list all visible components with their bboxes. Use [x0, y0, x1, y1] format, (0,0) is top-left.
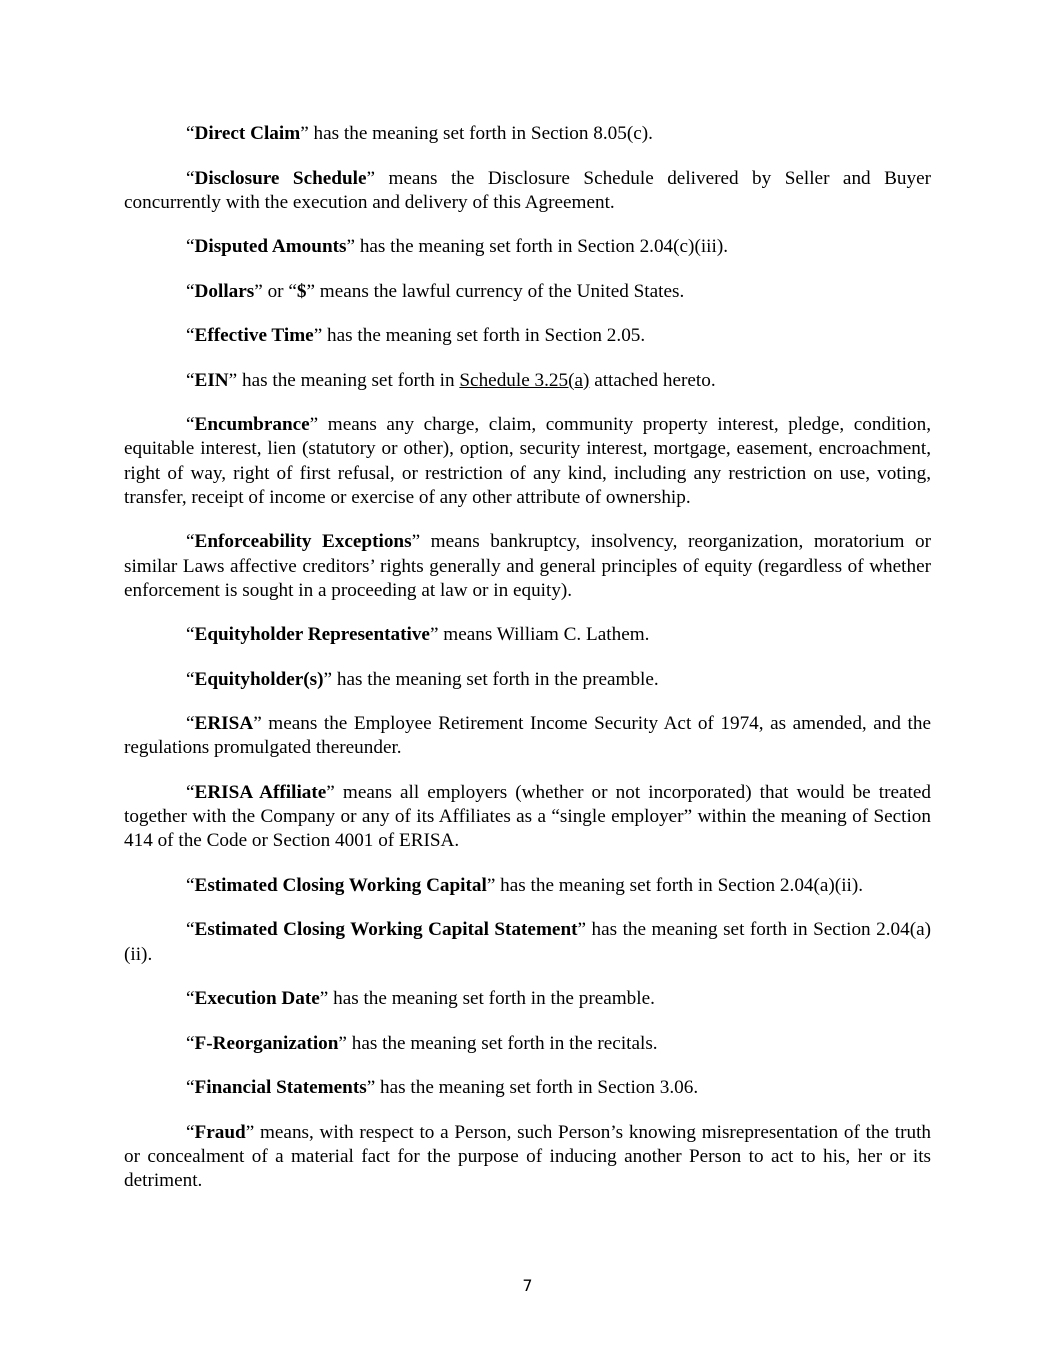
defined-term: Disputed Amounts	[194, 236, 347, 258]
definition-erisa-affiliate: “ERISA Affiliate” means all employers (whether or not incorporated) that would be treated together with the Company or any of its Affiliates as a “single employer” within the meaning of Section 414 of the Code or Section 4001 of ERISA.	[124, 781, 931, 852]
definition-text: has the meaning set forth in the recitals.	[346, 1032, 658, 1054]
definition-text: has the meaning set forth in Section 2.04(a)(ii).	[495, 874, 864, 896]
defined-term: ERISA Affiliate	[194, 781, 327, 803]
definition-erisa: “ERISA” means the Employee Retirement Income Security Act of 1974, as amended, and the regulations promulgated thereunder.	[124, 713, 931, 759]
defined-term: Fraud	[194, 1121, 246, 1143]
definition-text: has the meaning set forth in the preamble.	[332, 668, 659, 690]
definition-disclosure-schedule: “Disclosure Schedule” means the Disclosure Schedule delivered by Seller and Buyer concurrently with the execution and delivery of this Agreement.	[124, 167, 931, 213]
definition-f-reorganization: “F-Reorganization” has the meaning set forth in the recitals.	[186, 1032, 658, 1054]
defined-term: Disclosure Schedule	[194, 167, 367, 189]
defined-term: Equityholder(s)	[194, 668, 324, 690]
defined-term: Effective Time	[194, 325, 314, 347]
definition-text: means the Disclosure Schedule delivered by Seller and Buyer concurrently with the execution and delivery of this Agreement.	[124, 167, 931, 213]
definition-text: has the meaning set forth in the preamble.	[328, 988, 655, 1010]
defined-term: Equityholder Representative	[194, 624, 430, 646]
definition-text: means the lawful currency of the United States.	[315, 280, 685, 302]
defined-term: Encumbrance	[194, 414, 310, 436]
definition-text: has the meaning set forth in Section 8.05(c).	[308, 123, 653, 144]
definition-text: has the meaning set forth in Section 2.04(a)(ii).	[124, 919, 931, 965]
definition-equityholders: “Equityholder(s)” has the meaning set forth in the preamble.	[186, 668, 659, 690]
page-number: 7	[522, 1276, 533, 1295]
defined-term: Enforceability Exceptions	[194, 531, 412, 553]
defined-term: EIN	[194, 369, 229, 391]
definition-estimated-closing-working-capital-statement: “Estimated Closing Working Capital Statement” has the meaning set forth in Section 2.04(a)(ii).	[124, 919, 931, 965]
definition-text: has the meaning set forth in Section 2.05.	[322, 325, 646, 347]
definition-text: means, with respect to a Person, such Person’s knowing misrepresentation of the truth or concealment of a material fact for the purpose of inducing another Person to act to his, her or its detriment.	[124, 1121, 931, 1191]
definition-text: means any charge, claim, community property interest, pledge, condition, equitable interest, lien (statutory or other), option, security interest, mortgage, easement, encroachment, right of way, right of first refusal, or restriction of any kind, including any restriction on use, voting, transfer, receipt of income or exercise of any other attribute of ownership.	[124, 414, 931, 508]
definition-financial-statements: “Financial Statements” has the meaning set forth in Section 3.06.	[186, 1077, 699, 1099]
defined-term: Estimated Closing Working Capital Statement	[194, 919, 578, 941]
document-page	[124, 122, 931, 1213]
definition-disputed-amounts: “Disputed Amounts” has the meaning set forth in Section 2.04(c)(iii).	[186, 236, 729, 258]
defined-term: ERISA	[194, 713, 254, 735]
definition-fraud: “Fraud” means, with respect to a Person, such Person’s knowing misrepresentation of the truth or concealment of a material fact for the purpose of inducing another Person to act to his, her or its detriment.	[124, 1121, 931, 1191]
definition-encumbrance: “Encumbrance” means any charge, claim, community property interest, pledge, condition, equitable interest, lien (statutory or other), option, security interest, mortgage, easement, encroachment, right of way, right of first refusal, or restriction of any kind, including any restriction on use, voting, transfer, receipt of income or exercise of any other attribute of ownership.	[124, 414, 931, 508]
definition-text: has the meaning set forth in Section 3.06.	[375, 1077, 699, 1099]
definition-text: means all employers (whether or not incorporated) that would be treated together with the Company or any of its Affiliates as a “single employer” within the meaning of Section 414 of the Code or Section 4001 of ERISA.	[124, 781, 931, 852]
defined-term: Dollars	[194, 280, 255, 302]
definition-text: means the Employee Retirement Income Security Act of 1974, as amended, and the regulations promulgated thereunder.	[124, 713, 931, 759]
definition-ein: “EIN” has the meaning set forth in Schedule 3.25(a) attached hereto.	[186, 369, 716, 391]
definition-text: means bankruptcy, insolvency, reorganization, moratorium or similar Laws affective creditors’ rights generally and general principles of equity (regardless of whether enforcement is sought in a proceeding at law or in equity).	[124, 531, 931, 601]
defined-term: Direct Claim	[194, 123, 301, 144]
definition-effective-time: “Effective Time” has the meaning set forth in Section 2.05.	[186, 325, 646, 347]
definition-equityholder-representative: “Equityholder Representative” means William C. Lathem.	[186, 624, 650, 646]
defined-term: Financial Statements	[194, 1077, 367, 1099]
defined-term: F-Reorganization	[194, 1032, 339, 1054]
schedule-reference: Schedule 3.25(a)	[459, 369, 590, 391]
definition-direct-claim: “Direct Claim” has the meaning set forth in Section 8.05(c).	[186, 123, 653, 144]
defined-term-alt: $	[296, 280, 307, 302]
definition-text: has the meaning set forth in Section 2.04(c)(iii).	[355, 236, 729, 258]
definition-dollars: “Dollars” or “$” means the lawful currency of the United States.	[186, 280, 685, 302]
definition-execution-date: “Execution Date” has the meaning set forth in the preamble.	[186, 988, 655, 1010]
defined-term: Estimated Closing Working Capital	[194, 874, 487, 896]
definition-text: means William C. Lathem.	[438, 624, 650, 646]
definition-estimated-closing-working-capital: “Estimated Closing Working Capital” has the meaning set forth in Section 2.04(a)(ii).	[186, 874, 864, 896]
defined-term: Execution Date	[194, 988, 320, 1010]
definition-enforceability-exceptions: “Enforceability Exceptions” means bankruptcy, insolvency, reorganization, moratorium or similar Laws affective creditors’ rights generally and general principles of equity (regardless of whether enforcement is sought in a proceeding at law or in equity).	[124, 531, 931, 601]
